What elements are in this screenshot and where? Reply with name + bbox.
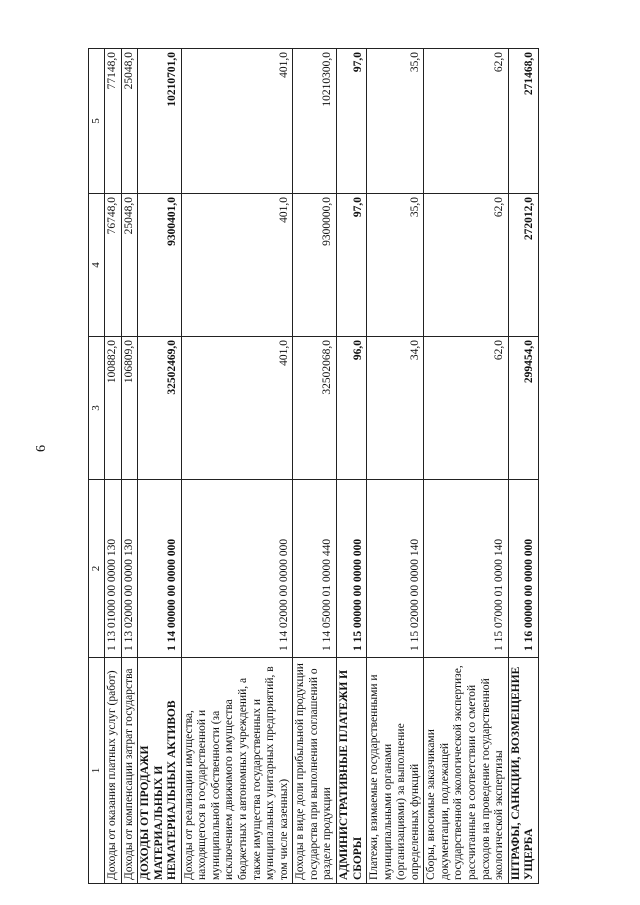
row-value-col3: 106809,0 (121, 337, 138, 480)
row-name: Доходы от реализации имущества, находящегося в государственной и муниципальной собственности (за исключением движимого имущества бюджетных и автономных учреждений, а также имущества государственных и муниципальных унитарных предприятий, в том числе казенных) (181, 658, 293, 884)
row-value-col4: 25048,0 (121, 194, 138, 337)
row-name: Платежи, взимаемые государственными и муниципальными органами (организациями) за выполнение определенных функций (367, 658, 424, 884)
row-value-col5: 271468,0 (508, 49, 538, 194)
row-code: 1 15 07000 01 0000 140 (424, 480, 508, 658)
row-value-col5: 77148,0 (104, 49, 121, 194)
table-row (104, 49, 121, 884)
row-name: ШТРАФЫ, САНКЦИИ, ВОЗМЕЩЕНИЕ УЩЕРБА (508, 658, 538, 884)
row-name: Сборы, вносимые заказчиками документации, подлежащей государственной экологической экспертизе, рассчитанные в соответствии со сметой расходов на проведение государственной экологической экспертизы (424, 658, 508, 884)
header-row (89, 49, 105, 884)
revenue-table (88, 48, 539, 884)
row-value-col3: 100882,0 (104, 337, 121, 480)
row-value-col4: 76748,0 (104, 194, 121, 337)
row-value-col4: 97,0 (336, 194, 366, 337)
row-value-col3: 96,0 (336, 337, 366, 480)
row-value-col3: 401,0 (181, 337, 293, 480)
row-code: 1 14 05000 01 0000 440 (293, 480, 337, 658)
column-header: 1 (89, 658, 105, 884)
row-value-col3: 32502068,0 (293, 337, 337, 480)
row-value-col5: 401,0 (181, 49, 293, 194)
table-row (336, 49, 366, 884)
row-value-col4: 272012,0 (508, 194, 538, 337)
rotated-table-container (88, 49, 536, 884)
row-value-col5: 10210701,0 (138, 49, 182, 194)
page-number: 6 (34, 445, 49, 452)
column-header: 5 (89, 49, 105, 194)
table-row (181, 49, 293, 884)
row-value-col3: 34,0 (367, 337, 424, 480)
row-value-col4: 62,0 (424, 194, 508, 337)
row-code: 1 16 00000 00 0000 000 (508, 480, 538, 658)
table-row (293, 49, 337, 884)
row-code: 1 13 02000 00 0000 130 (121, 480, 138, 658)
table-row (508, 49, 538, 884)
row-code: 1 13 01000 00 0000 130 (104, 480, 121, 658)
row-name: Доходы от компенсации затрат государства (121, 658, 138, 884)
row-value-col5: 35,0 (367, 49, 424, 194)
column-header: 4 (89, 194, 105, 337)
row-value-col5: 10210300,0 (293, 49, 337, 194)
row-code: 1 14 02000 00 0000 000 (181, 480, 293, 658)
row-value-col3: 62,0 (424, 337, 508, 480)
row-code: 1 14 00000 00 0000 000 (138, 480, 182, 658)
table-row (121, 49, 138, 884)
column-header: 3 (89, 337, 105, 480)
row-name: Доходы в виде доли прибыльной продукции государства при выполнении соглашений о разделе продукции (293, 658, 337, 884)
row-code: 1 15 00000 00 0000 000 (336, 480, 366, 658)
table-row (424, 49, 508, 884)
row-value-col5: 97,0 (336, 49, 366, 194)
row-value-col3: 32502469,0 (138, 337, 182, 480)
row-value-col5: 25048,0 (121, 49, 138, 194)
row-value-col3: 299454,0 (508, 337, 538, 480)
row-code: 1 15 02000 00 0000 140 (367, 480, 424, 658)
row-value-col4: 9300401,0 (138, 194, 182, 337)
row-name: Доходы от оказания платных услуг (работ) (104, 658, 121, 884)
column-header: 2 (89, 480, 105, 658)
row-name: АДМИНИСТРАТИВНЫЕ ПЛАТЕЖИ И СБОРЫ (336, 658, 366, 884)
table-row (138, 49, 182, 884)
row-value-col5: 62,0 (424, 49, 508, 194)
row-value-col4: 35,0 (367, 194, 424, 337)
row-value-col4: 9300000,0 (293, 194, 337, 337)
table-row (367, 49, 424, 884)
row-name: ДОХОДЫ ОТ ПРОДАЖИ МАТЕРИАЛЬНЫХ И НЕМАТЕРИАЛЬНЫХ АКТИВОВ (138, 658, 182, 884)
row-value-col4: 401,0 (181, 194, 293, 337)
